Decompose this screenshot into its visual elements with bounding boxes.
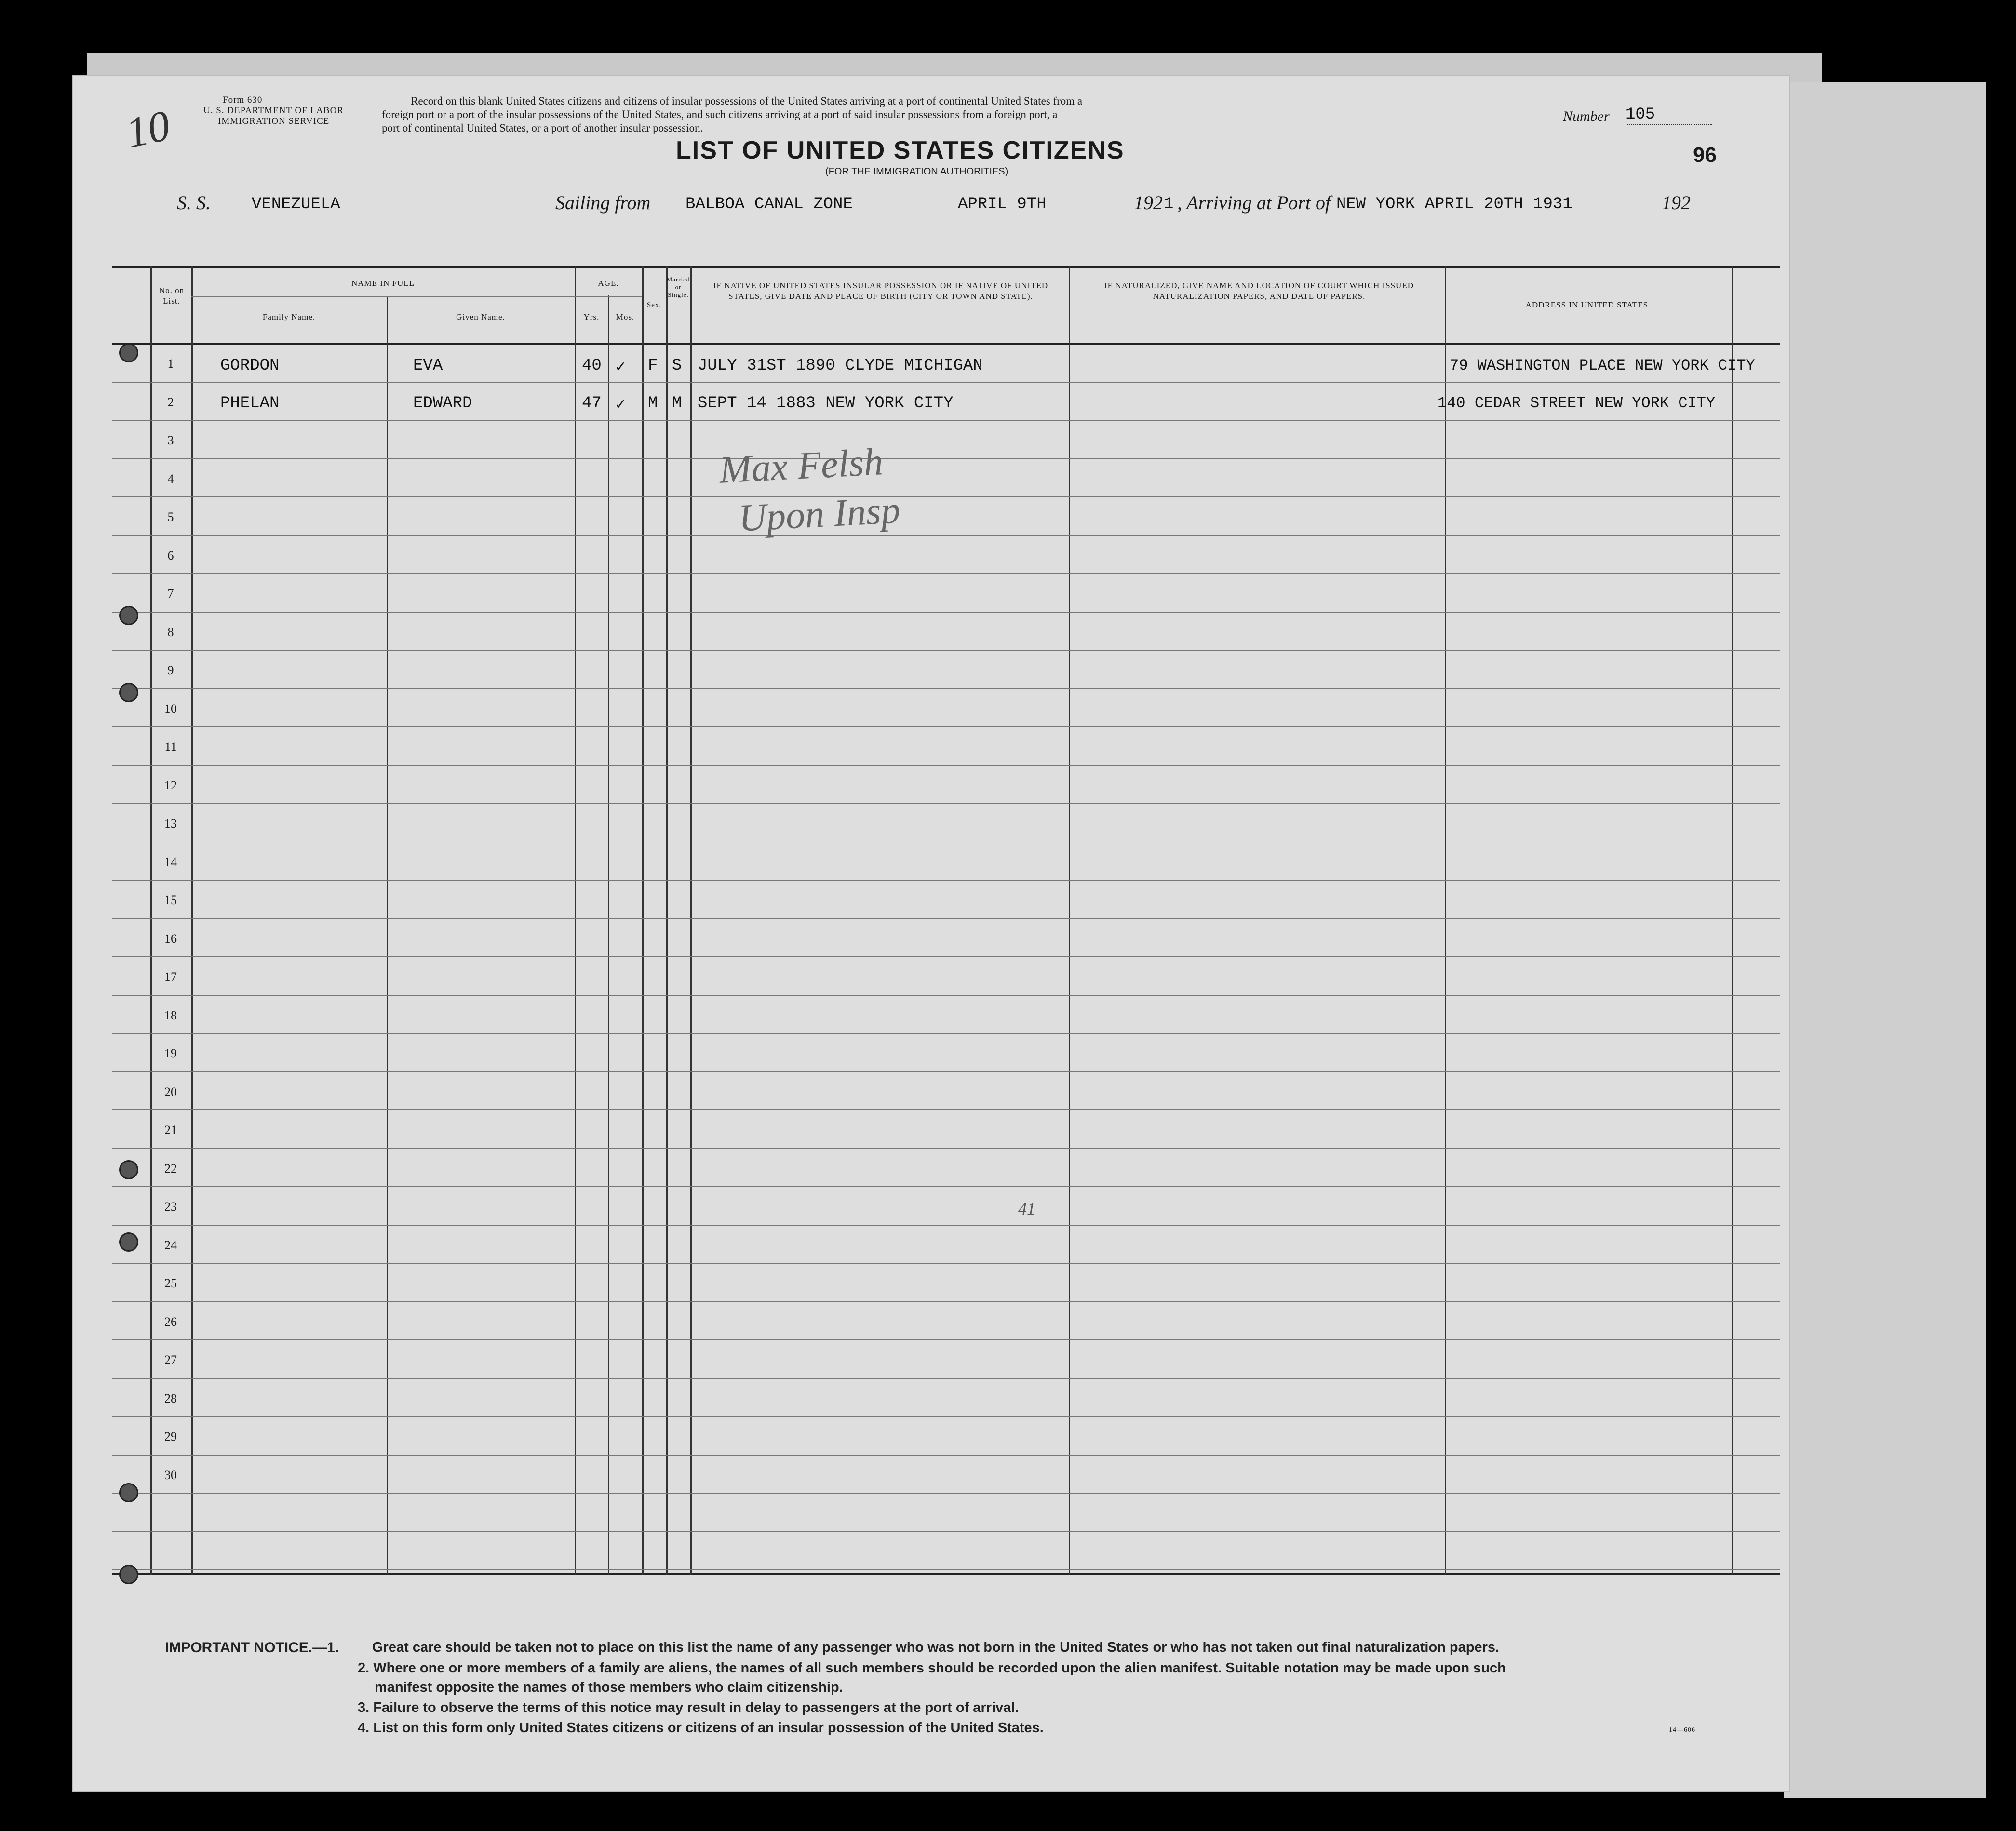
row-2-married: M bbox=[672, 394, 682, 413]
row-rule bbox=[112, 765, 1780, 766]
notice-item-1: Great care should be taken not to place on this list the name of any passenger who was not born in the United States or who has not taken out final naturalization papers. bbox=[372, 1640, 1500, 1655]
row-number: 12 bbox=[164, 778, 177, 792]
passenger-table bbox=[112, 266, 1780, 1577]
row-number: 16 bbox=[164, 931, 177, 946]
row-1-given: EVA bbox=[413, 357, 443, 375]
row-number: 21 bbox=[164, 1123, 177, 1137]
row-rule bbox=[112, 1455, 1780, 1456]
table-top-rule bbox=[112, 266, 1780, 268]
ss-label: S. S. bbox=[177, 192, 211, 214]
instruction-line-3: port of continental United States, or a port of another insular possession. bbox=[382, 122, 703, 134]
row-number: 5 bbox=[167, 510, 174, 524]
corner-note: 10 bbox=[121, 101, 175, 158]
row-2-birth: SEPT 14 1883 NEW YORK CITY bbox=[698, 394, 954, 413]
row-number: 19 bbox=[164, 1046, 177, 1060]
ship-name: VENEZUELA bbox=[252, 195, 551, 214]
row-rule bbox=[112, 1531, 1780, 1532]
number-value: 105 bbox=[1626, 106, 1712, 125]
row-2-yrs: 47 bbox=[582, 394, 602, 413]
row-number: 11 bbox=[164, 740, 177, 754]
year-value: 1 bbox=[1164, 195, 1174, 214]
notice-heading: IMPORTANT NOTICE.—1. bbox=[165, 1640, 339, 1656]
row-number: 15 bbox=[164, 893, 177, 907]
notice-item-4: 4. List on this form only United States citizens or citizens of an insular possession of the United States. bbox=[358, 1720, 1044, 1736]
row-1-family: GORDON bbox=[220, 357, 280, 375]
header-bottom-rule bbox=[112, 343, 1780, 345]
row-1-address: 79 WASHINGTON PLACE NEW YORK CITY bbox=[1450, 357, 1755, 374]
row-rule bbox=[112, 1263, 1780, 1264]
form-code: 14—606 bbox=[1669, 1726, 1695, 1734]
row-number: 6 bbox=[167, 548, 174, 562]
row-number: 28 bbox=[164, 1391, 177, 1405]
row-number: 9 bbox=[167, 663, 174, 677]
row-rule bbox=[112, 535, 1780, 536]
row-rule bbox=[112, 726, 1780, 727]
row-rule bbox=[112, 382, 1780, 383]
service: IMMIGRATION SERVICE bbox=[218, 116, 330, 126]
row-rule bbox=[112, 612, 1780, 613]
row-rule bbox=[112, 880, 1780, 881]
page-subtitle: (FOR THE IMMIGRATION AUTHORITIES) bbox=[825, 166, 1008, 177]
row-number: 20 bbox=[164, 1084, 177, 1099]
header-sex: Sex. bbox=[646, 301, 662, 309]
row-number: 1 bbox=[167, 357, 174, 371]
row-rule bbox=[112, 420, 1780, 421]
binder-hole bbox=[119, 1160, 138, 1179]
header-given-name: Given Name. bbox=[456, 312, 505, 321]
header-no: No. on List. bbox=[159, 286, 185, 306]
row-rule bbox=[112, 458, 1780, 459]
row-2-mos: ✓ bbox=[616, 396, 626, 414]
row-number: 18 bbox=[164, 1008, 177, 1022]
manifest-sheet bbox=[72, 75, 1790, 1792]
row-2-sex: M bbox=[648, 394, 658, 413]
row-rule bbox=[112, 1339, 1780, 1340]
row-rule bbox=[112, 1493, 1780, 1494]
row-number: 4 bbox=[167, 471, 174, 486]
row-rule bbox=[112, 496, 1780, 497]
header-naturalized: IF NATURALIZED, GIVE NAME AND LOCATION OF COURT WHICH ISSUED NATURALIZATION PAPERS, AND DATE OF PAPERS. bbox=[1104, 281, 1414, 301]
binder-hole bbox=[119, 1232, 138, 1252]
row-number: 3 bbox=[167, 433, 174, 447]
row-rule bbox=[112, 1071, 1780, 1072]
row-rule bbox=[112, 1186, 1780, 1187]
header-family-name: Family Name. bbox=[262, 312, 316, 321]
sailing-label: Sailing from bbox=[555, 192, 651, 214]
name-header-rule bbox=[191, 296, 575, 297]
row-rule bbox=[112, 1109, 1780, 1110]
header-name-in-full: NAME IN FULL bbox=[351, 279, 415, 288]
date-from: APRIL 9TH bbox=[958, 195, 1122, 214]
binder-hole bbox=[119, 1483, 138, 1502]
row-1-married: S bbox=[672, 357, 682, 375]
row-number: 26 bbox=[164, 1314, 177, 1329]
header-native: IF NATIVE OF UNITED STATES INSULAR POSSESSION OR IF NATIVE OF UNITED STATES, GIVE DATE AND PLACE OF BIRTH (CITY OR TOWN AND STATE). bbox=[713, 281, 1048, 301]
binder-hole bbox=[119, 606, 138, 625]
row-number: 27 bbox=[164, 1353, 177, 1367]
col-divider bbox=[387, 297, 388, 1575]
row-rule bbox=[112, 1416, 1780, 1417]
port-to: NEW YORK APRIL 20TH 1931 bbox=[1336, 195, 1683, 214]
notice-item-2a: 2. Where one or more members of a family are aliens, the names of all such members should be recorded upon the alien manifest. Suitable notation may be made upon such bbox=[358, 1660, 1506, 1676]
notice-item-2b: manifest opposite the names of those members who claim citizenship. bbox=[375, 1680, 843, 1695]
row-number: 22 bbox=[164, 1161, 177, 1176]
row-rule bbox=[112, 995, 1780, 996]
row-number: 10 bbox=[164, 701, 177, 716]
year-suffix: 192 bbox=[1662, 192, 1691, 214]
row-1-birth: JULY 31ST 1890 CLYDE MICHIGAN bbox=[698, 357, 983, 375]
col-divider bbox=[608, 295, 609, 1575]
row-number: 30 bbox=[164, 1468, 177, 1482]
row-1-mos: ✓ bbox=[616, 359, 626, 377]
arriving-label: , Arriving at Port of bbox=[1177, 192, 1331, 214]
row-1-sex: F bbox=[648, 357, 658, 375]
row-number: 14 bbox=[164, 855, 177, 869]
notice-item-3: 3. Failure to observe the terms of this notice may result in delay to passengers at the port of arrival. bbox=[358, 1700, 1019, 1715]
row-rule bbox=[112, 918, 1780, 919]
row-rule bbox=[112, 688, 1780, 689]
back-page-edge bbox=[1784, 82, 1986, 1798]
row-number: 8 bbox=[167, 625, 174, 639]
row-number: 17 bbox=[164, 970, 177, 984]
row-1-yrs: 40 bbox=[582, 357, 602, 375]
row-number: 25 bbox=[164, 1276, 177, 1290]
row-rule bbox=[112, 1033, 1780, 1034]
row-rule bbox=[112, 803, 1780, 804]
header-yrs: Yrs. bbox=[583, 312, 600, 321]
row-number: 29 bbox=[164, 1430, 177, 1443]
form-number: Form 630 bbox=[223, 95, 263, 105]
inspector-note: Upon Insp bbox=[737, 489, 901, 540]
row-rule bbox=[112, 1301, 1780, 1302]
row-rule bbox=[112, 650, 1780, 651]
row-2-given: EDWARD bbox=[413, 394, 472, 413]
binder-hole bbox=[119, 343, 138, 362]
row-rule bbox=[112, 1569, 1780, 1570]
row-number: 2 bbox=[167, 395, 174, 409]
row-rule bbox=[112, 1225, 1780, 1226]
header-mos: Mos. bbox=[616, 312, 635, 321]
page-title: LIST OF UNITED STATES CITIZENS bbox=[676, 136, 1125, 164]
instruction-line-1: Record on this blank United States citizens and citizens of insular possessions of the United States arriving at a port of continental United States from a bbox=[411, 95, 1083, 107]
row-rule bbox=[112, 1378, 1780, 1379]
row-rule bbox=[112, 1148, 1780, 1149]
port-from: BALBOA CANAL ZONE bbox=[685, 195, 941, 214]
department: U. S. DEPARTMENT OF LABOR bbox=[203, 106, 344, 116]
row-number: 23 bbox=[164, 1200, 177, 1214]
row-number: 24 bbox=[164, 1238, 177, 1252]
binder-hole bbox=[119, 683, 138, 702]
age-header-rule bbox=[575, 296, 642, 297]
header-address: ADDRESS IN UNITED STATES. bbox=[1525, 300, 1651, 309]
page-stamp: 96 bbox=[1693, 143, 1717, 167]
margin-mark: 41 bbox=[1018, 1199, 1035, 1218]
table-bottom-rule bbox=[112, 1573, 1780, 1575]
row-rule bbox=[112, 956, 1780, 957]
header-age: AGE. bbox=[598, 279, 619, 288]
row-2-family: PHELAN bbox=[220, 394, 280, 413]
inspector-signature: Max Felsh bbox=[718, 441, 884, 492]
year-prefix: 192 bbox=[1134, 192, 1163, 214]
row-rule bbox=[112, 573, 1780, 574]
row-2-address: 140 CEDAR STREET NEW YORK CITY bbox=[1438, 394, 1716, 412]
instruction-line-2: foreign port or a port of the insular possessions of the United States, and such citizens arriving at a port of said insular possessions from a foreign port, a bbox=[382, 108, 1058, 120]
header-married: Married or Single. bbox=[666, 276, 690, 298]
binder-hole bbox=[119, 1565, 138, 1584]
row-number: 7 bbox=[167, 587, 174, 601]
row-number: 13 bbox=[164, 816, 177, 830]
number-label: Number bbox=[1563, 108, 1610, 124]
